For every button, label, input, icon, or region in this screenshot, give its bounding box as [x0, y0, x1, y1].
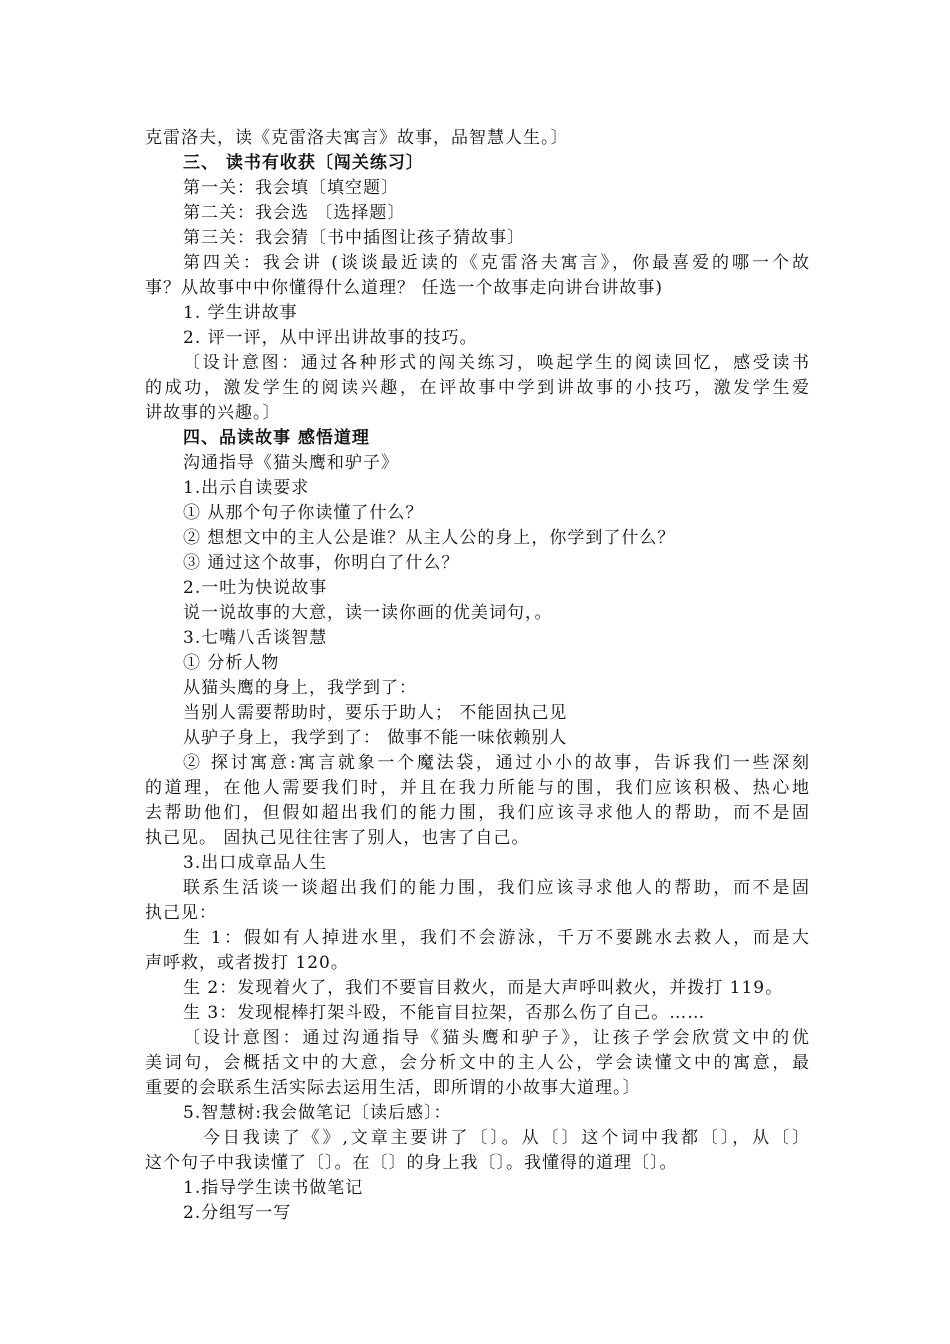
text-line: 从驴子身上，我学到了： 做事不能一味依赖别人 [183, 728, 568, 748]
text-line: 说一说故事的大意，读一读你画的优美词句，。 [183, 603, 553, 623]
text-line: 执己见： [145, 903, 217, 923]
text-line: 1.出示自读要求 [183, 478, 310, 498]
text-line: 执己见。 固执己见往往害了别人，也害了自己。 [145, 828, 530, 848]
text-line: 美词句，会概括文中的大意，会分析文中的主人公，学会读懂文中的寓意，最 [145, 1053, 810, 1073]
text-line: 2.一吐为快说故事 [183, 578, 328, 598]
text-line: 3.七嘴八舌谈智慧 [183, 628, 328, 648]
text-line: 2.分组写一写 [183, 1203, 292, 1223]
text-line: 生 3：发现棍棒打架斗殴，不能盲目拉架，否那么伤了自己。…… [183, 1003, 706, 1023]
text-line: 克雷洛夫，读《克雷洛夫寓言》故事，品智慧人生。〕 [145, 128, 569, 148]
text-line: 第一关：我会填〔填空题〕 [183, 178, 399, 198]
text-line: ② 想想文中的主人公是谁？从主人公的身上，你学到了什么？ [183, 528, 676, 548]
text-line: 第三关：我会猜〔书中插图让孩子猜故事〕 [183, 228, 525, 248]
text-line: 当别人需要帮助时，要乐于助人； 不能固执己见 [183, 703, 568, 723]
text-line: 生 1：假如有人掉进水里，我们不会游泳，千万不要跳水去救人，而是大 [183, 928, 810, 948]
text-line: 这个句子中我读懂了〔〕。在〔〕的身上我〔〕。我懂得的道理〔〕。 [145, 1153, 678, 1173]
text-line: 第二关：我会选 〔选择题〕 [183, 203, 406, 223]
text-line: 今日我读了《》,文章主要讲了〔〕。从〔〕这个词中我都〔〕，从〔〕 [203, 1128, 810, 1148]
text-line: ① 从那个句子你读懂了什么？ [183, 503, 424, 523]
text-line: ① 分析人物 [183, 653, 280, 673]
text-line: 1. 学生讲故事 [183, 303, 298, 323]
text-line: ③ 通过这个故事，你明白了什么？ [183, 553, 460, 573]
text-line: 重要的会联系生活实际去运用生活，即所谓的小故事大道理。〕 [145, 1078, 641, 1098]
text-line: 联系生活谈一谈超出我们的能力围，我们应该寻求他人的帮助，而不是固 [183, 878, 810, 898]
text-line: 1.指导学生读书做笔记 [183, 1178, 364, 1198]
text-line: 从猫头鹰的身上，我学到了： [183, 678, 417, 698]
text-line: 声呼救，或者拨打 120。 [145, 953, 349, 973]
text-line: 〔设计意图：通过各种形式的闯关练习，唤起学生的阅读回忆，感受读书 [183, 353, 810, 373]
text-line: 去帮助他们，但假如超出我们的能力围，我们应该寻求他人的帮助，而不是固 [145, 803, 810, 823]
text-line: 5.智慧树:我会做笔记〔读后感〕： [183, 1103, 452, 1123]
text-line: 的道理，在他人需要我们时，并且在我力所能与的围，我们应该积极、热心地 [145, 778, 810, 798]
section-heading: 四、品读故事 感悟道理 [183, 428, 370, 448]
text-line: 沟通指导《猫头鹰和驴子》 [183, 453, 399, 473]
section-heading: 三、 读书有收获〔闯关练习〕 [183, 153, 424, 173]
text-line: ② 探讨寓意:寓言就象一个魔法袋，通过小小的故事，告诉我们一些深刻 [183, 753, 810, 773]
text-line: 〔设计意图：通过沟通指导《猫头鹰和驴子》，让孩子学会欣赏文中的优 [183, 1028, 810, 1048]
text-line: 第四关：我会讲 (谈谈最近读的《克雷洛夫寓言》，你最喜爱的哪一个故 [183, 253, 810, 273]
text-line: 讲故事的兴趣。〕 [145, 403, 281, 423]
text-line: 事？从故事中中你懂得什么道理？ 任选一个故事走向讲台讲故事) [145, 278, 664, 298]
text-line: 的成功，激发学生的阅读兴趣，在评故事中学到讲故事的小技巧，激发学生爱 [145, 378, 810, 398]
text-line: 生 2：发现着火了，我们不要盲目救火，而是大声呼叫救火，并拨打 119。 [183, 978, 784, 998]
text-line: 2. 评一评，从中评出讲故事的技巧。 [183, 328, 478, 348]
text-line: 3.出口成章品人生 [183, 853, 328, 873]
